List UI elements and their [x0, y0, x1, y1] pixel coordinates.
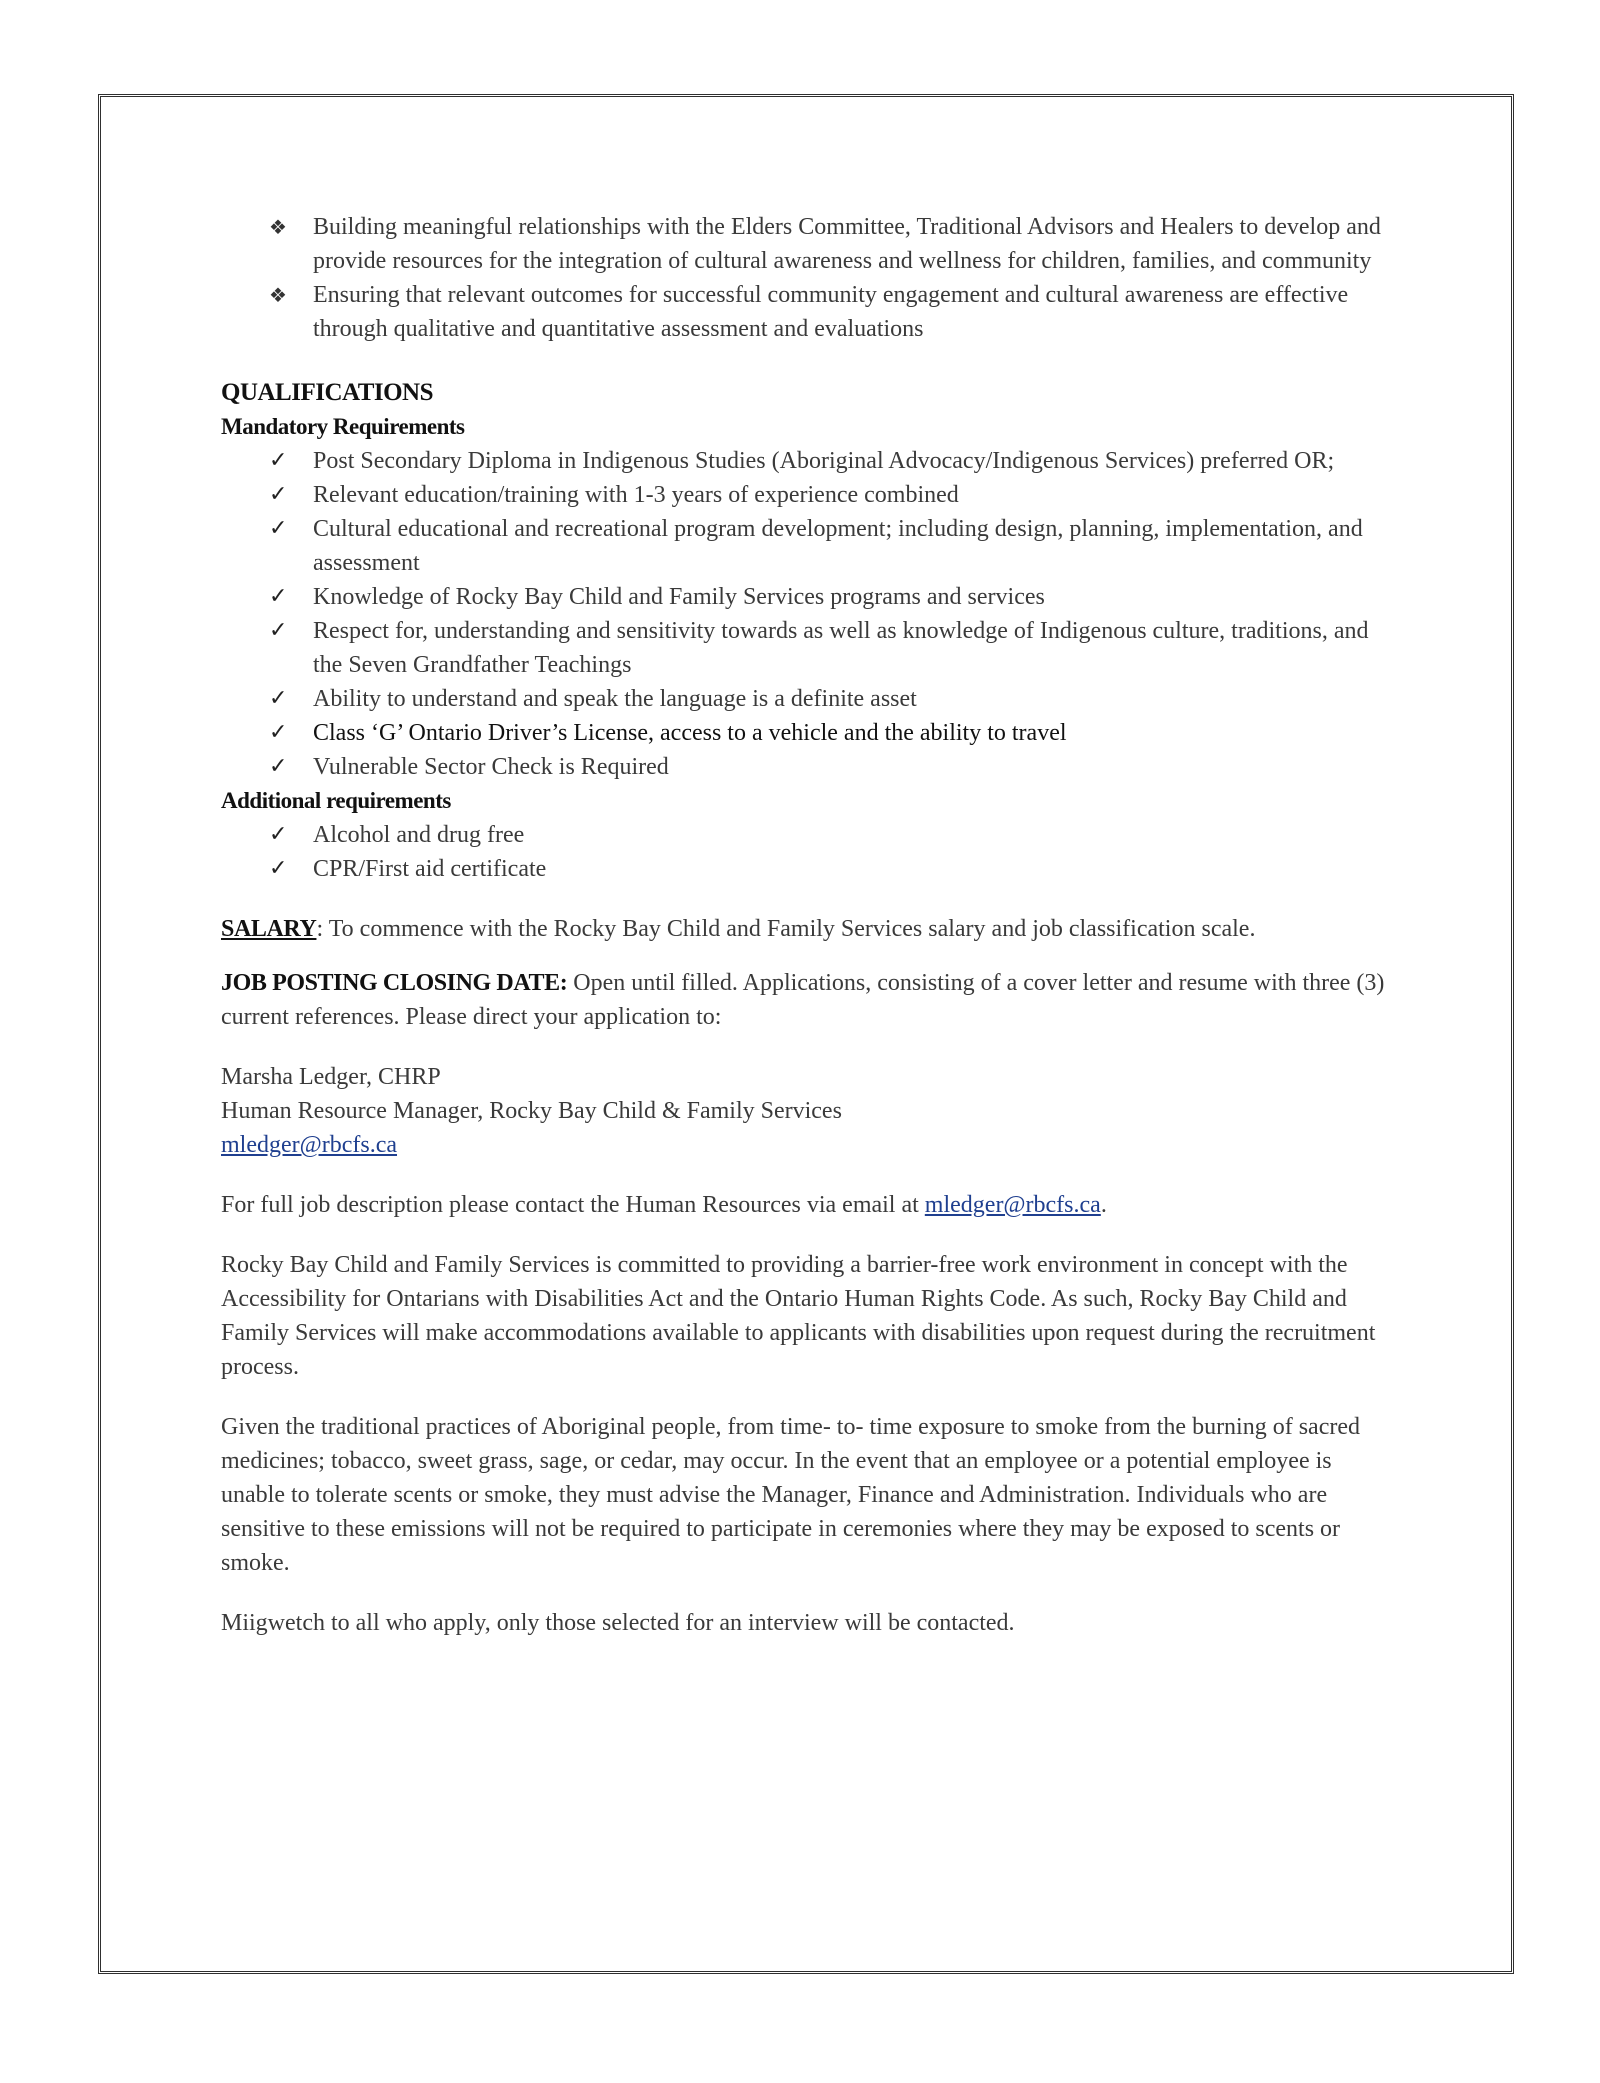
checkmark-icon: ✓ — [269, 482, 288, 507]
full-description-text: For full job description please contact the Human Resources via email at — [221, 1192, 925, 1218]
requirement-text: Vulnerable Sector Check is Required — [313, 754, 669, 780]
list-item — [221, 852, 1401, 886]
checkmark-icon: ✓ — [269, 618, 288, 643]
closing-date-text: Open until filled. Applications, consisting of a cover letter and resume with three (3) current references. Please direct your application to: — [221, 970, 1385, 1030]
mandatory-requirements-list — [221, 444, 1401, 784]
diamond-bullet-icon: ❖ — [269, 215, 287, 239]
contact-title: Human Resource Manager, Rocky Bay Child & Family Services — [221, 1098, 842, 1124]
list-item — [221, 750, 1401, 784]
contact-block — [221, 1060, 1401, 1162]
list-item — [221, 716, 1401, 750]
salary-label: SALARY — [221, 916, 317, 942]
contact-name: Marsha Ledger, CHRP — [221, 1064, 441, 1090]
diamond-bullet-icon: ❖ — [269, 283, 287, 307]
salary-text: : To commence with the Rocky Bay Child and Family Services salary and job classification scale. — [316, 916, 1256, 942]
full-description-email-link[interactable]: mledger@rbcfs.ca — [924, 1192, 1101, 1218]
checkmark-icon: ✓ — [269, 516, 288, 541]
list-item — [221, 512, 1401, 580]
requirement-text: Relevant education/training with 1-3 years of experience combined — [313, 482, 959, 508]
additional-requirements-list — [221, 818, 1401, 886]
requirement-text: Respect for, understanding and sensitivity towards as well as knowledge of Indigenous culture, traditions, and the Seven Grandfather Teachings — [313, 618, 1369, 678]
mandatory-requirements-heading: Mandatory Requirements — [221, 414, 465, 439]
requirement-text: CPR/First aid certificate — [313, 856, 547, 882]
requirement-text: Alcohol and drug free — [313, 822, 525, 848]
checkmark-icon: ✓ — [269, 822, 288, 847]
checkmark-icon: ✓ — [269, 584, 288, 609]
full-description-suffix: . — [1100, 1192, 1107, 1218]
closing-date-label: JOB POSTING CLOSING DATE: — [221, 970, 568, 996]
list-item — [221, 278, 1401, 346]
contact-email-link[interactable]: mledger@rbcfs.ca — [221, 1132, 398, 1158]
qualifications-heading: QUALIFICATIONS — [221, 379, 434, 406]
requirement-text: Ability to understand and speak the language is a definite asset — [313, 686, 917, 712]
checkmark-icon: ✓ — [269, 686, 288, 711]
list-item — [221, 818, 1401, 852]
list-item — [221, 614, 1401, 682]
list-item — [221, 210, 1401, 278]
job-posting-content — [221, 210, 1401, 1640]
closing-date-paragraph — [221, 966, 1401, 1034]
requirement-text: Knowledge of Rocky Bay Child and Family Services programs and services — [313, 584, 1045, 610]
checkmark-icon: ✓ — [269, 720, 288, 745]
smoke-exposure-paragraph: Given the traditional practices of Aboriginal people, from time- to- time exposure to smoke from the burning of sacred medicines; tobacco, sweet grass, sage, or cedar, may occur. In the event that an employee or a potential employee is unable to tolerate scents or smoke, they must advise the Manager, Finance and Administration. Individuals who are sensitive to these emissions will not be required to participate in ceremonies where they may be exposed to scents or smoke. — [221, 1414, 1361, 1576]
checkmark-icon: ✓ — [269, 448, 288, 473]
requirement-text: Post Secondary Diploma in Indigenous Studies (Aboriginal Advocacy/Indigenous Services) preferred OR; — [313, 448, 1335, 474]
full-description-paragraph — [221, 1188, 1401, 1222]
checkmark-icon: ✓ — [269, 754, 288, 779]
requirement-text: Class ‘G’ Ontario Driver’s License, access to a vehicle and the ability to travel — [313, 720, 1067, 746]
duties-list — [221, 210, 1401, 346]
checkmark-icon: ✓ — [269, 856, 288, 881]
list-item — [221, 478, 1401, 512]
list-item — [221, 444, 1401, 478]
salary-paragraph — [221, 912, 1401, 946]
additional-requirements-heading: Additional requirements — [221, 788, 451, 813]
accessibility-paragraph: Rocky Bay Child and Family Services is committed to providing a barrier-free work environment in concept with the Accessibility for Ontarians with Disabilities Act and the Ontario Human Rights Code. As such, Rocky Bay Child and Family Services will make accommodations available to applicants with disabilities upon request during the recruitment process. — [221, 1252, 1376, 1380]
duty-text: Ensuring that relevant outcomes for successful community engagement and cultural awareness are effective through qualitative and quantitative assessment and evaluations — [313, 282, 1349, 342]
list-item — [221, 580, 1401, 614]
requirement-text: Cultural educational and recreational program development; including design, planning, implementation, and assessment — [313, 516, 1363, 576]
closing-line: Miigwetch to all who apply, only those selected for an interview will be contacted. — [221, 1610, 1015, 1636]
duty-text: Building meaningful relationships with the Elders Committee, Traditional Advisors and Healers to develop and provide resources for the integration of cultural awareness and wellness for children, families, and community — [313, 214, 1381, 274]
list-item — [221, 682, 1401, 716]
